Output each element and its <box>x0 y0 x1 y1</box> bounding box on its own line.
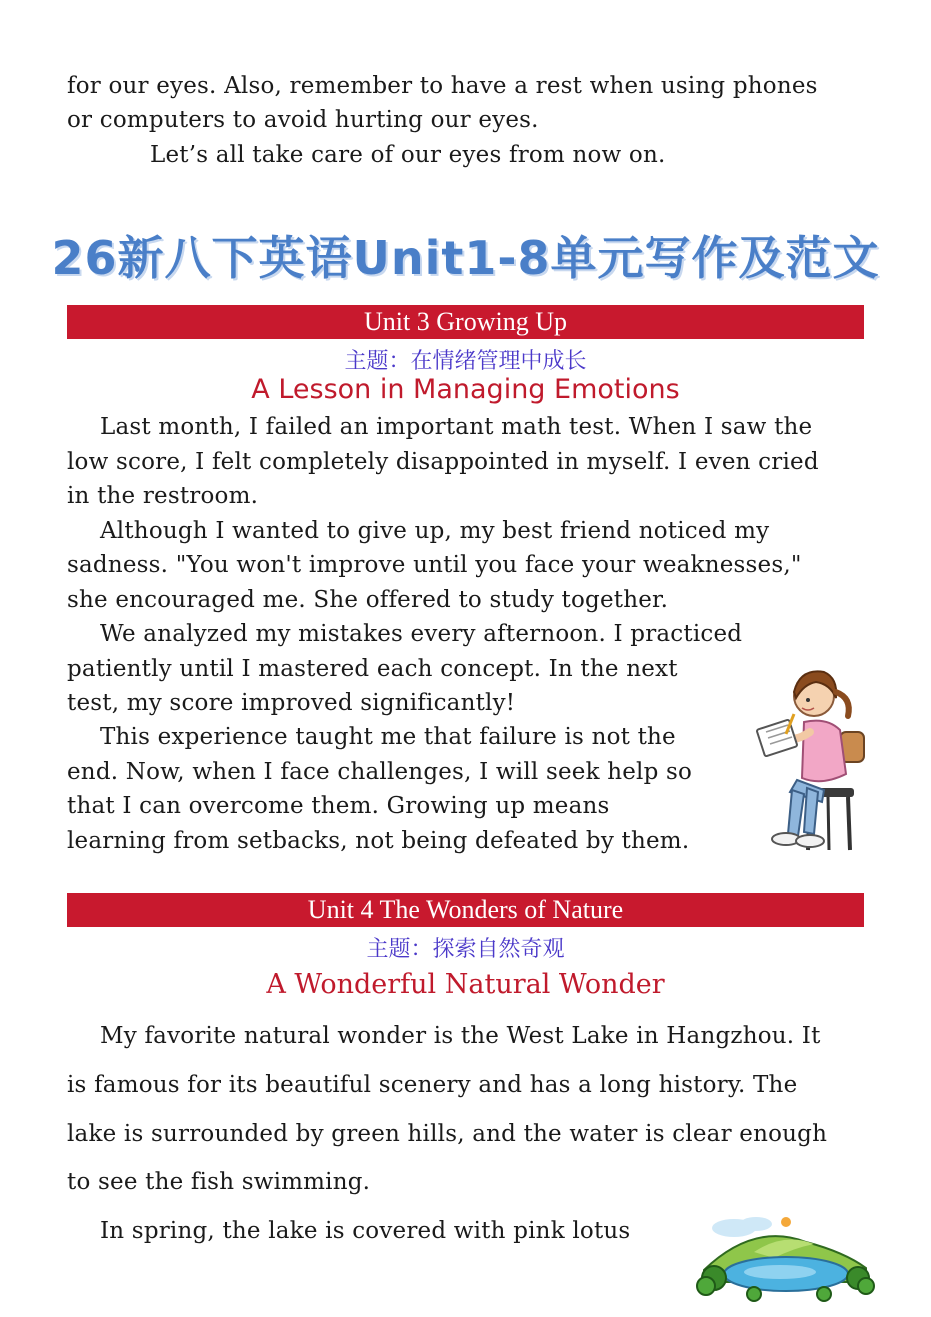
text-line: in the restroom. <box>67 483 259 509</box>
girl-studying-illustration <box>752 662 870 857</box>
text-line: learning from setbacks, not being defeated by them. <box>67 828 690 854</box>
unit3-essay-title: A Lesson in Managing Emotions <box>251 374 680 405</box>
text-line: Last month, I failed an important math test. When I saw the <box>100 414 813 440</box>
text-line: for our eyes. Also, remember to have a rest when using phones <box>67 73 818 99</box>
text-line: Let’s all take care of our eyes from now on. <box>150 142 666 168</box>
text-line: We analyzed my mistakes every afternoon. I practiced <box>100 621 743 647</box>
text-line: lake is surrounded by green hills, and the water is clear enough <box>67 1121 828 1147</box>
lake-landscape-illustration <box>694 1212 876 1302</box>
text-line: or computers to avoid hurting our eyes. <box>67 107 539 133</box>
text-line: end. Now, when I face challenges, I will seek help so <box>67 759 693 785</box>
text-line: Although I wanted to give up, my best friend noticed my <box>100 518 770 544</box>
text-line: that I can overcome them. Growing up means <box>67 793 610 819</box>
text-line: patiently until I mastered each concept. In the next <box>67 656 678 682</box>
unit3-theme: 主题：在情绪管理中成长 <box>344 349 587 374</box>
unit4-theme: 主题：探索自然奇观 <box>366 937 565 962</box>
main-title: 26新八下英语Unit1-8单元写作及范文 <box>51 231 880 285</box>
text-line: test, my score improved significantly! <box>67 690 516 716</box>
text-line: she encouraged me. She offered to study together. <box>67 587 669 613</box>
unit3-section-bar: Unit 3 Growing Up <box>67 305 864 339</box>
unit4-essay-title: A Wonderful Natural Wonder <box>266 969 665 1000</box>
text-line: low score, I felt completely disappointed in myself. I even cried <box>67 449 819 475</box>
unit4-section-bar: Unit 4 The Wonders of Nature <box>67 893 864 927</box>
text-line: to see the fish swimming. <box>67 1169 371 1195</box>
text-line: In spring, the lake is covered with pink lotus <box>100 1218 631 1244</box>
text-line: My favorite natural wonder is the West Lake in Hangzhou. It <box>100 1023 821 1049</box>
text-line: This experience taught me that failure is not the <box>100 724 676 750</box>
text-line: is famous for its beautiful scenery and has a long history. The <box>67 1072 798 1098</box>
text-line: sadness. "You won't improve until you face your weaknesses," <box>67 552 802 578</box>
